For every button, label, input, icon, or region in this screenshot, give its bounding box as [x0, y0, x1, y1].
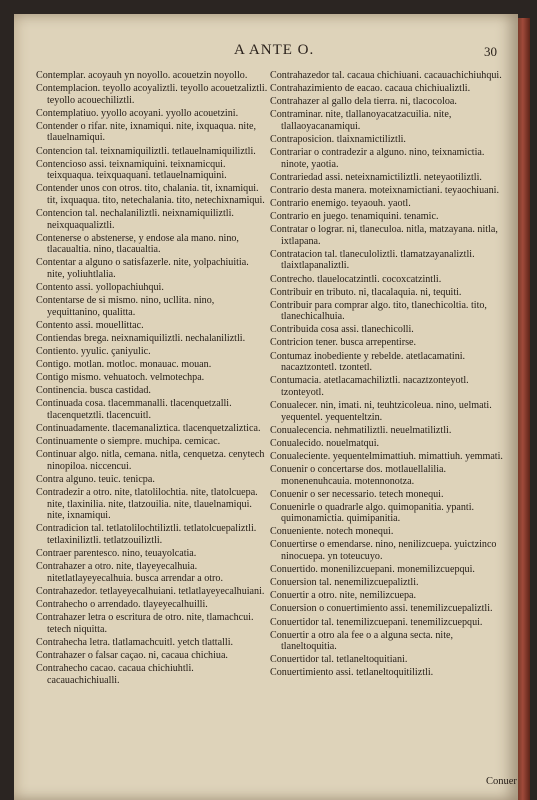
dictionary-entry: Contrahazer o falsar caçao. ni, cacaua chichiua.: [36, 649, 228, 661]
dictionary-entry: Conuertidor tal. tetlaneltoquitiani.: [270, 654, 408, 666]
dictionary-entry: Contrahazimiento de eacao. cacaua chichiualiztli.: [270, 83, 471, 95]
dictionary-entry: Contemplacion. teyollo acoyaliztli. teyollo acouetzaliztli. teyollo acouechiliztli.: [36, 83, 268, 106]
running-title: A ANTE O.: [234, 42, 315, 58]
dictionary-entry: Contender unos con otros. tito, chalania. tit, ixnamiqui. tit, ixquaqua. tito, netechalania. tito, netechixnamiqui.: [36, 183, 265, 206]
dictionary-entry: Contiendas brega. neixnamiquiliztli. nechalaniliztli.: [36, 332, 246, 344]
dictionary-entry: Contemplar. acoyauh yn noyollo. acouetzin noyollo.: [36, 70, 248, 81]
dictionary-entry: Conuertirse o emendarse. nino, nenilizcuepa. yuictzinco ninocuepa. yn toteucuyo.: [270, 539, 497, 563]
dictionary-entry: Conuenir o concertarse dos. motlauellalilia. monenenuhcauia. motennonotza.: [270, 463, 447, 487]
dictionary-entry: Continuar algo. nitla, cemana. nitla, cenquetza. cenytech ninopiloa. niccencui.: [36, 449, 265, 472]
dictionary-entry: Contra alguno. teuic. tenicpa.: [36, 474, 155, 485]
dictionary-entry: Contratacion tal. tlaneculoliztli. tlamatzayanaliztli. tlaixtlapanaliztli.: [270, 248, 475, 272]
dictionary-entry: Contraer parentesco. nino, teuayolcatia.: [36, 548, 197, 560]
dictionary-entry: Contrariedad assi. neteixnamictiliztli. neteyaotiliztli.: [270, 171, 482, 183]
dictionary-entry: Contumacia. atetlacamachiliztli. nacaztzonteyotl. tzonteyotl.: [270, 375, 469, 398]
dictionary-entry: Contribuir en tributo. ni, tlacalaquia. ni, tequiti.: [270, 286, 462, 298]
dictionary-entry: Contrahecho cacao. cacaua chichiuhtli. cacauachichiualli.: [36, 662, 194, 686]
catchword: Conuer: [486, 776, 517, 787]
dictionary-entry: Contento assi. mouellittac.: [36, 319, 144, 331]
dictionary-entry: Conueniente. notech monequi.: [270, 526, 394, 538]
dictionary-entry: Contenerse o abstenerse, y endose ala mano. nino, tlacaualtia. nino, tlacaualtia.: [36, 232, 239, 256]
dictionary-entry: Contencioso assi. teixnamiquini. teixnamicqui. teixquaqua. teixquaquani. tetlauelnamiquini.: [36, 158, 227, 182]
dictionary-entry: Conualecencia. nehmatiliztli. neuelmatiliztli.: [270, 424, 452, 436]
dictionary-entry: Contrecho. tlauelocatzintli. cocoxcatzintli.: [270, 273, 442, 285]
dictionary-entry: Contumaz inobediente y rebelde. atetlacamatini. nacaztzontetl. tzontetl.: [270, 350, 466, 374]
dictionary-entry: Continencia. busca castidad.: [36, 385, 151, 397]
dictionary-entry: Continuadamente. tlacemanaliztica. tlacenquetzaliztica.: [36, 423, 261, 435]
dictionary-entry: Conuertido. monenilizcuepani. monemilizcuepqui.: [270, 564, 475, 576]
dictionary-entry: Contentar a alguno o satisfazerle. nite, yolpachiuitia. nite, yoliuhtlalia.: [36, 257, 249, 280]
dictionary-entry: Contricion tener. busca arrepentirse.: [270, 337, 417, 349]
dictionary-entry: Contigo mismo. vehuatoch. velmotechpa.: [36, 372, 205, 384]
dictionary-entry: Continuada cosa. tlacemmanalli. tlacenquetzalli. tlacenquetztli. tlacencuitl.: [36, 398, 232, 422]
dictionary-entry: Contiento. yyulic. çaniyulic.: [36, 346, 151, 358]
dictionary-entry: Contrahazedor tal. cacaua chichiuani. cacauachichiuhqui.: [270, 70, 502, 81]
dictionary-entry: Contrahazedor. tetlayeyecalhuiani. tetlatlayeyecalhuiani.: [36, 585, 265, 597]
dictionary-entry: Contribuida cosa assi. tlanechicolli.: [270, 324, 414, 336]
dictionary-entry: Contento assi. yollopachiuhqui.: [36, 282, 164, 294]
dictionary-entry: Contrariar o contradezir a alguno. nino, teixnamictia. ninote, yaotia.: [270, 147, 485, 170]
dictionary-entry: Contemplatiuo. yyollo acoyani. yyollo acouetzini.: [36, 107, 239, 119]
dictionary-entry: Conuenir o ser necessario. tetech monequi.: [270, 488, 444, 500]
page-number: 30: [484, 44, 497, 59]
dictionary-entry: Contrario enemigo. teyaouh. yaotl.: [270, 197, 411, 209]
dictionary-entry: Conuertir a otro. nite, nemilizcuepa.: [270, 590, 417, 602]
dictionary-entry: Conuersion tal. nenemilizcuepaliztli.: [270, 577, 419, 589]
dictionary-entry: Contender o rifar. nite, ixnamiqui. nite, ixquaqua. nite, tlauelnamiqui.: [36, 120, 257, 144]
dictionary-entry: Conuertimiento assi. tetlaneltoquitiliztli.: [270, 667, 434, 679]
page-edge: [518, 18, 530, 800]
dictionary-entry: Contradezir a otro. nite, tlatolilochtia. nite, tlatolcuepa. nite, tlaxinilia. nite, tlatzouilia. nite, tlauelnamiqui. nite, ixnamiqui.: [36, 487, 258, 522]
dictionary-entry: Contraminar. nite, tlallanoyacatzacuilia. nite, tlallaoyacanamiqui.: [270, 109, 452, 132]
dictionary-entry: Contratar o lograr. ni, tlaneculoa. nitla, matzayana. nitla, ixtlapana.: [270, 224, 498, 247]
dictionary-entry: Contencion tal. teixnamiquiliztli. tetlauelnamiquiliztli.: [36, 145, 256, 157]
dictionary-entry: Contrahazer letra o escritura de otro. nite, tlamachcui. tetech niquitta.: [36, 612, 254, 635]
dictionary-entry: Contrahecha letra. tlatlamachcuitl. yetch tlattalli.: [36, 636, 234, 648]
dictionary-entry: Contribuir para comprar algo. tito, tlanechicoltia. tito, tlanechicalhuia.: [270, 299, 487, 323]
dictionary-entry: Contrahazer a otro. nite, tlayeyecalhuia. nitetlatlayeyecalhuia. busca arrendar a otro.: [36, 561, 223, 584]
left-column: [36, 70, 268, 688]
dictionary-entry: Contrahazer al gallo dela tierra. ni, tlacocoloa.: [270, 96, 457, 108]
dictionary-entry: Continuamente o siempre. muchipa. cemicac.: [36, 436, 221, 448]
dictionary-entry: Conualeciente. yequentelmimattiuh. mimattiuh. yemmati.: [270, 450, 503, 462]
dictionary-entry: Contrahecho o arrendado. tlayeyecalhuilli.: [36, 598, 208, 610]
right-column: [270, 70, 510, 681]
dictionary-entry: Contrario en juego. tenamiquini. tenamic.: [270, 211, 439, 223]
dictionary-entry: Contigo. motlan. motloc. monauac. mouan.: [36, 359, 212, 371]
dictionary-entry: Conuersion o conuertimiento assi. tenemilizcuepaliztli.: [270, 603, 493, 615]
dictionary-entry: Conuenirle o quadrarle algo. quimopanitia. ypanti. quimonamictia. quimipanitia.: [270, 501, 475, 525]
dictionary-entry: Contrario desta manera. moteixnamictiani. teyaochiuani.: [270, 184, 499, 196]
dictionary-entry: Conuertir a otro ala fee o a alguna secta. nite, tlaneltoquitia.: [270, 629, 454, 653]
dictionary-entry: Contencion tal. nechalaniliztli. neixnamiquiliztli. neixquaqualiztli.: [36, 208, 234, 231]
dictionary-entry: Contradicion tal. tetlatolilochtiliztli. tetlatolcuepaliztli. tetlaxiniliztli. tetlatzouiliztli.: [36, 523, 257, 546]
dictionary-entry: Contentarse de si mismo. nino, ucllita. nino, yequittanino, qualitta.: [36, 295, 215, 318]
dictionary-entry: Contraposicion. tlaixnamictiliztli.: [270, 133, 406, 145]
dictionary-entry: Conualecer. nin, imati. ni, teuhtzicoleua. nino, uelmati. yequentel. yequenteltzin.: [270, 399, 492, 423]
dictionary-entry: Conuertidor tal. tenemilizcuepani. tenemilizcuepqui.: [270, 616, 483, 628]
dictionary-entry: Conualecido. nouelmatqui.: [270, 437, 380, 449]
page-header: [14, 42, 518, 64]
